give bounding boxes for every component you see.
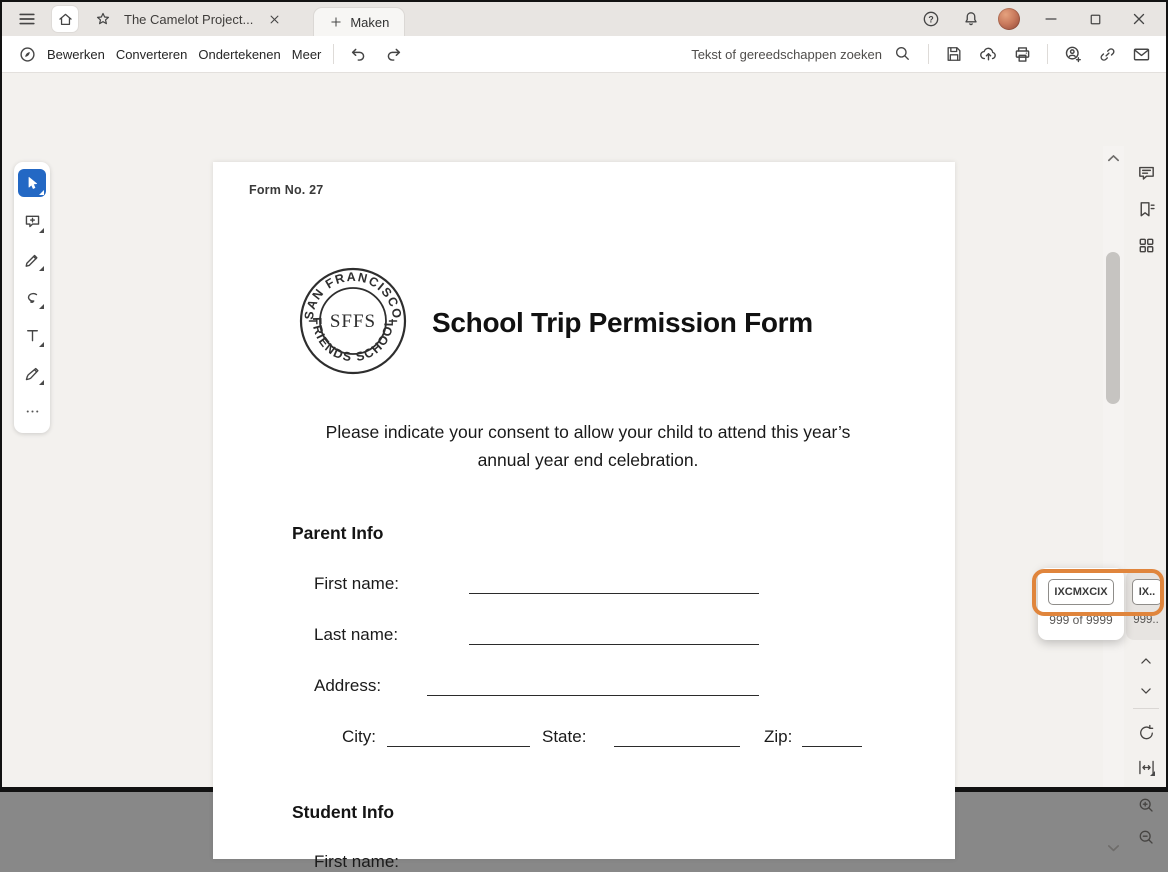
zoom-in-button[interactable] xyxy=(1135,794,1157,816)
chevron-down-icon xyxy=(1137,682,1155,700)
intro-paragraph xyxy=(268,418,908,474)
seal-top-text: SAN FRANCISCO xyxy=(301,269,405,321)
help-button[interactable] xyxy=(918,6,944,32)
share-link-button[interactable] xyxy=(1094,41,1120,67)
menu-ondertekenen[interactable]: Ondertekenen xyxy=(198,46,281,62)
parent-info-heading: Parent Info xyxy=(292,523,384,543)
main-toolbar xyxy=(2,36,1166,73)
page-count-label-truncated: 999.. xyxy=(1133,614,1159,626)
dropdown-corner xyxy=(39,228,44,233)
redo-button[interactable] xyxy=(380,41,406,67)
state-blank-line[interactable] xyxy=(614,746,740,747)
previous-page-button[interactable] xyxy=(1135,650,1157,672)
dropdown-corner xyxy=(39,380,44,385)
cloud-upload-icon xyxy=(978,44,999,65)
zip-label: Zip: xyxy=(764,727,793,746)
document-tab-title[interactable]: The Camelot Project... xyxy=(124,11,254,27)
notifications-button[interactable] xyxy=(958,6,984,32)
user-avatar[interactable] xyxy=(998,8,1020,30)
request-signatures-button[interactable] xyxy=(1060,41,1086,67)
city-label: City: xyxy=(342,727,376,746)
page-count-label: 999 of 9999 xyxy=(1049,613,1113,627)
intro-line-1: Please indicate your consent to allow your child to attend this year’s xyxy=(325,422,851,442)
scrollbar-down-arrow[interactable] xyxy=(1106,842,1121,854)
comment-icon xyxy=(1136,163,1157,184)
title-bar xyxy=(2,2,1166,36)
first-name-blank-line[interactable] xyxy=(469,593,759,594)
rotate-page-button[interactable] xyxy=(1135,722,1157,744)
plus-icon xyxy=(329,15,343,29)
toolbar-divider xyxy=(333,44,334,64)
scrollbar-up-arrow[interactable] xyxy=(1106,152,1121,164)
chevron-up-icon xyxy=(1137,652,1155,670)
cloud-upload-button[interactable] xyxy=(975,41,1001,67)
grid-icon xyxy=(1136,235,1157,256)
quick-tools-palette xyxy=(14,162,50,433)
dropdown-corner xyxy=(1150,771,1155,776)
hamburger-menu-icon[interactable] xyxy=(14,6,40,32)
address-label: Address: xyxy=(314,676,382,695)
help-icon-glyph: ? xyxy=(928,14,934,25)
undo-button[interactable] xyxy=(346,41,372,67)
rotate-icon xyxy=(1136,723,1157,744)
dropdown-corner xyxy=(39,266,44,271)
person-plus-icon xyxy=(1063,44,1084,65)
fit-width-button[interactable] xyxy=(1135,756,1157,778)
state-label: State: xyxy=(542,727,587,746)
favorite-star-icon[interactable] xyxy=(90,6,116,32)
dropdown-corner xyxy=(39,342,44,347)
menu-meer[interactable]: Meer xyxy=(291,46,322,62)
lasso-tool[interactable] xyxy=(18,283,46,311)
document-viewer xyxy=(2,74,1166,871)
email-button[interactable] xyxy=(1128,41,1154,67)
add-text-tool[interactable] xyxy=(18,321,46,349)
rail-divider xyxy=(1133,708,1159,709)
titlebar-right-controls xyxy=(904,6,1166,32)
window-maximize-button[interactable] xyxy=(1082,6,1108,32)
maken-label: Maken xyxy=(350,14,390,30)
print-button[interactable] xyxy=(1009,41,1035,67)
toolbar-divider xyxy=(928,44,929,64)
page-thumbnails-button[interactable] xyxy=(1135,234,1157,256)
printer-icon xyxy=(1012,44,1033,65)
new-tab-maken-button[interactable] xyxy=(313,7,405,36)
tab-close-icon[interactable] xyxy=(261,6,287,32)
fill-sign-tool[interactable] xyxy=(18,359,46,387)
page-number-rail-widget xyxy=(1126,570,1166,640)
scrollbar-thumb[interactable] xyxy=(1106,252,1120,404)
pdf-page xyxy=(213,162,955,871)
last-name-label: Last name: xyxy=(314,625,399,644)
search-icon[interactable] xyxy=(890,41,916,67)
document-scrollbar-track[interactable] xyxy=(1103,146,1124,787)
city-blank-line[interactable] xyxy=(387,746,530,747)
home-button[interactable] xyxy=(52,6,78,32)
search-placeholder-text[interactable]: Tekst of gereedschappen zoeken xyxy=(691,46,882,62)
student-first-name-label-clipped: First name: xyxy=(314,852,400,871)
address-blank-line[interactable] xyxy=(427,695,759,696)
menu-converteren[interactable]: Converteren xyxy=(115,46,188,62)
home-icon xyxy=(56,10,75,29)
menu-bewerken[interactable]: Bewerken xyxy=(47,46,105,62)
window-minimize-button[interactable] xyxy=(1038,6,1064,32)
add-comment-tool[interactable] xyxy=(18,207,46,235)
window-close-button[interactable] xyxy=(1126,6,1152,32)
dropdown-corner xyxy=(39,304,44,309)
floppy-icon xyxy=(944,44,964,64)
first-name-label: First name: xyxy=(314,574,400,593)
bell-icon xyxy=(961,9,981,29)
last-name-blank-line[interactable] xyxy=(469,644,759,645)
school-seal xyxy=(297,265,409,377)
form-number: Form No. 27 xyxy=(249,183,324,197)
highlight-tool[interactable] xyxy=(18,245,46,273)
bookmarks-panel-button[interactable] xyxy=(1135,198,1157,220)
dropdown-corner xyxy=(39,190,44,195)
zip-blank-line[interactable] xyxy=(802,746,862,747)
more-tools[interactable] xyxy=(18,397,46,425)
link-icon xyxy=(1097,44,1118,65)
all-tools-icon[interactable] xyxy=(14,41,40,67)
zoom-in-icon xyxy=(1136,795,1157,816)
bookmark-icon xyxy=(1136,199,1157,220)
document-title: School Trip Permission Form xyxy=(432,307,813,338)
seal-bottom-text: FRIENDS SCHOOL xyxy=(309,317,397,365)
zoom-out-icon xyxy=(1136,827,1157,848)
seal-center-text: SFFS xyxy=(329,311,377,332)
toolbar-divider xyxy=(1047,44,1048,64)
next-page-button[interactable] xyxy=(1135,680,1157,702)
save-button[interactable] xyxy=(941,41,967,67)
page-number-input[interactable]: IXCMXCIX xyxy=(1048,579,1114,605)
select-tool[interactable] xyxy=(18,169,46,197)
intro-line-2: annual year end celebration. xyxy=(477,450,699,470)
page-number-popup xyxy=(1038,568,1124,640)
zoom-out-button[interactable] xyxy=(1135,826,1157,848)
comments-panel-button[interactable] xyxy=(1135,162,1157,184)
envelope-icon xyxy=(1131,44,1152,65)
page-number-input-truncated[interactable]: IX.. xyxy=(1132,579,1162,605)
student-info-heading: Student Info xyxy=(292,802,395,822)
